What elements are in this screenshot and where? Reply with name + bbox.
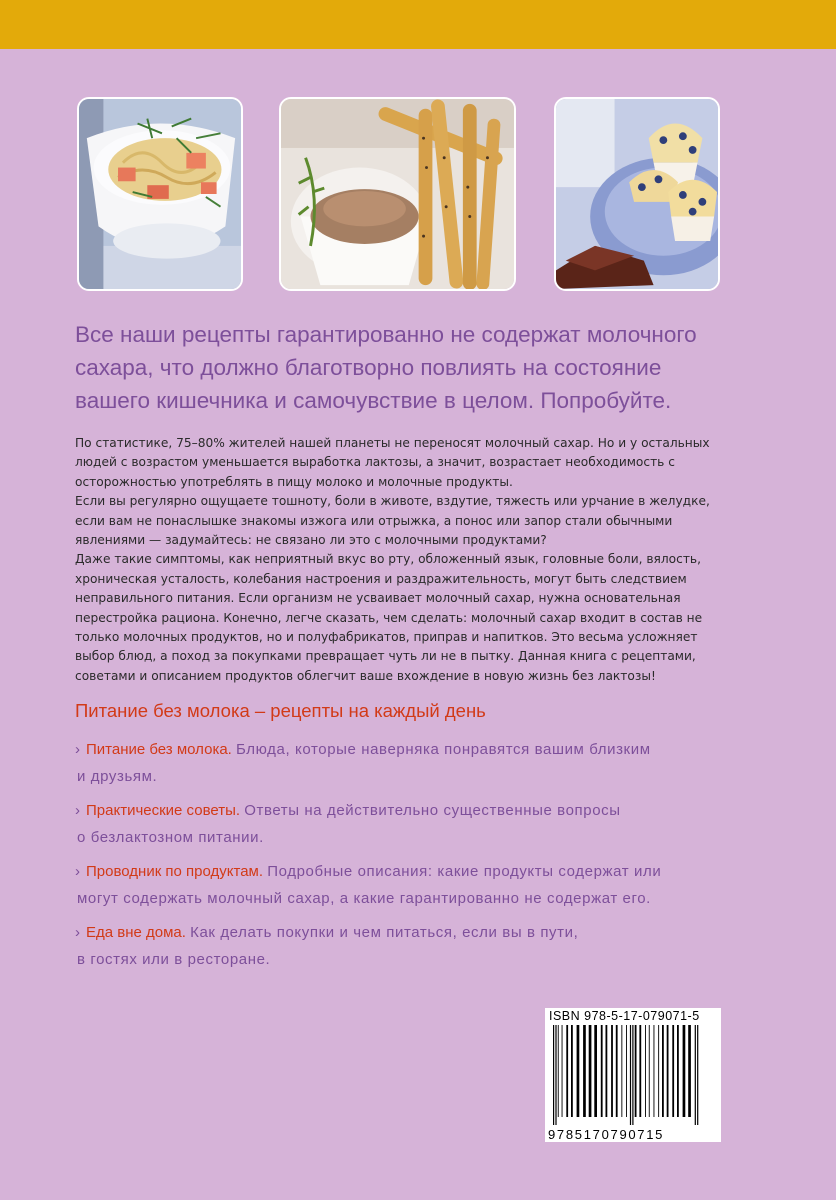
body-line: Даже такие симптомы, как неприятный вкус во рту, обложенный язык, головные боли, вялость, xyxy=(75,552,701,567)
feature-item xyxy=(75,858,775,912)
barcode-bar xyxy=(695,1025,696,1125)
barcode-bar xyxy=(632,1025,633,1125)
barcode-bar xyxy=(635,1025,637,1117)
barcode-bar xyxy=(616,1025,618,1117)
section-title: Питание без молока – рецепты на каждый день xyxy=(75,700,486,721)
barcode-bar xyxy=(645,1025,646,1117)
body-line: если вам не понаслышке знакомы изжога или отрыжка, а понос или запор стали обычными xyxy=(75,513,673,528)
body-line: только молочных продуктов, но и полуфабрикатов, приправ и напитков. Это весьма усложняет xyxy=(75,630,698,645)
barcode-bar xyxy=(611,1025,613,1117)
pate-breadsticks-photo xyxy=(279,97,516,291)
body-line: перестройка рациона. Конечно, легче сказать, чем сделать: молочный сахар входит в состав не xyxy=(75,610,703,625)
top-color-band xyxy=(0,0,836,49)
body-line: неправильного питания. Если организм не усваивает молочный сахар, нужна основательная xyxy=(75,591,681,606)
pasta-salmon-dill-photo xyxy=(77,97,243,291)
barcode-bars xyxy=(551,1025,715,1125)
isbn-label: ISBN 978-5-17-079071-5 xyxy=(549,1009,700,1023)
barcode-bar xyxy=(606,1025,608,1117)
body-line: хроническая усталость, колебания настроения и раздражительность, могут быть следствием xyxy=(75,571,687,586)
barcode-bar xyxy=(662,1025,664,1117)
body-line: выбор блюд, а поход за покупками превращает чуть ли не в пытку. Данная книга с рецептами, xyxy=(75,649,696,664)
intro-line: сахара, что должно благотворно повлиять на состояние xyxy=(75,355,662,380)
chevron-right-icon: › xyxy=(75,863,80,880)
intro-line: Все наши рецепты гарантированно не содержат молочного xyxy=(75,322,697,347)
barcode-bar xyxy=(626,1025,627,1117)
feature-description: Ответы на действительно существенные вопросы xyxy=(244,802,621,819)
feature-description: Как делать покупки и чем питаться, если вы в пути, xyxy=(190,924,579,941)
chevron-right-icon: › xyxy=(75,924,80,941)
barcode-bar xyxy=(553,1025,554,1125)
body-line: По статистике, 75–80% жителей нашей планеты не переносят молочный сахар. Но и у остальных xyxy=(75,436,710,450)
body-line: Если вы регулярно ощущаете тошноту, боли в животе, вздутие, тяжесть или урчание в желудке, xyxy=(75,494,710,509)
feature-title: Питание без молока. xyxy=(86,741,232,758)
barcode-bar xyxy=(677,1025,679,1117)
barcode-bar xyxy=(667,1025,669,1117)
barcode-bar xyxy=(594,1025,597,1117)
intro-line: вашего кишечника и самочувствие в целом. Попробуйте. xyxy=(75,388,672,413)
feature-description: и друзьям. xyxy=(77,768,158,785)
chevron-right-icon: › xyxy=(75,802,80,819)
feature-description: в гостях или в ресторане. xyxy=(77,951,271,968)
barcode-bar xyxy=(688,1025,691,1117)
barcode-bar xyxy=(601,1025,603,1117)
barcode-bar xyxy=(672,1025,674,1117)
feature-title: Еда вне дома. xyxy=(86,924,186,941)
body-line: осторожностью употреблять в пищу молоко и молочные продукты. xyxy=(75,474,513,489)
barcode-bar xyxy=(555,1025,556,1125)
blueberry-muffins-photo xyxy=(554,97,720,291)
barcode-bar xyxy=(562,1025,563,1117)
chevron-right-icon: › xyxy=(75,741,80,758)
barcode-bar xyxy=(583,1025,586,1117)
feature-item xyxy=(75,797,775,851)
intro-paragraph xyxy=(75,318,775,417)
barcode-bar xyxy=(683,1025,686,1117)
barcode-bar xyxy=(558,1025,559,1117)
feature-title: Проводник по продуктам. xyxy=(86,863,264,880)
feature-description: могут содержать молочный сахар, а какие гарантированно не содержат его. xyxy=(77,890,651,907)
isbn-digits: 9785170790715 xyxy=(548,1127,665,1142)
feature-description: о безлактозном питании. xyxy=(77,829,264,846)
barcode-bar xyxy=(639,1025,641,1117)
barcode-bar xyxy=(571,1025,573,1117)
feature-item xyxy=(75,736,775,790)
barcode-bar xyxy=(658,1025,659,1117)
body-paragraphs xyxy=(75,434,775,686)
barcode-bar xyxy=(577,1025,580,1117)
isbn-barcode xyxy=(545,1008,721,1142)
feature-item xyxy=(75,919,775,973)
barcode-bar xyxy=(654,1025,655,1117)
barcode-bar xyxy=(649,1025,650,1117)
body-line: советами и описанием продуктов облегчит ваше вхождение в новую жизнь без лактозы! xyxy=(75,668,656,683)
barcode-bar xyxy=(621,1025,622,1117)
body-line: людей с возрастом уменьшается выработка лактозы, а значит, возрастает необходимость с xyxy=(75,455,675,470)
barcode-bar xyxy=(589,1025,592,1117)
feature-description: Подробные описания: какие продукты содержат или xyxy=(267,863,662,880)
body-line: явлениями — задумайтесь: не связано ли это с молочными продуктами? xyxy=(75,533,547,548)
barcode-bar xyxy=(566,1025,568,1117)
barcode-bar xyxy=(630,1025,631,1125)
feature-description: Блюда, которые наверняка понравятся вашим близким xyxy=(236,741,651,758)
feature-title: Практические советы. xyxy=(86,802,241,819)
barcode-bar xyxy=(697,1025,698,1125)
